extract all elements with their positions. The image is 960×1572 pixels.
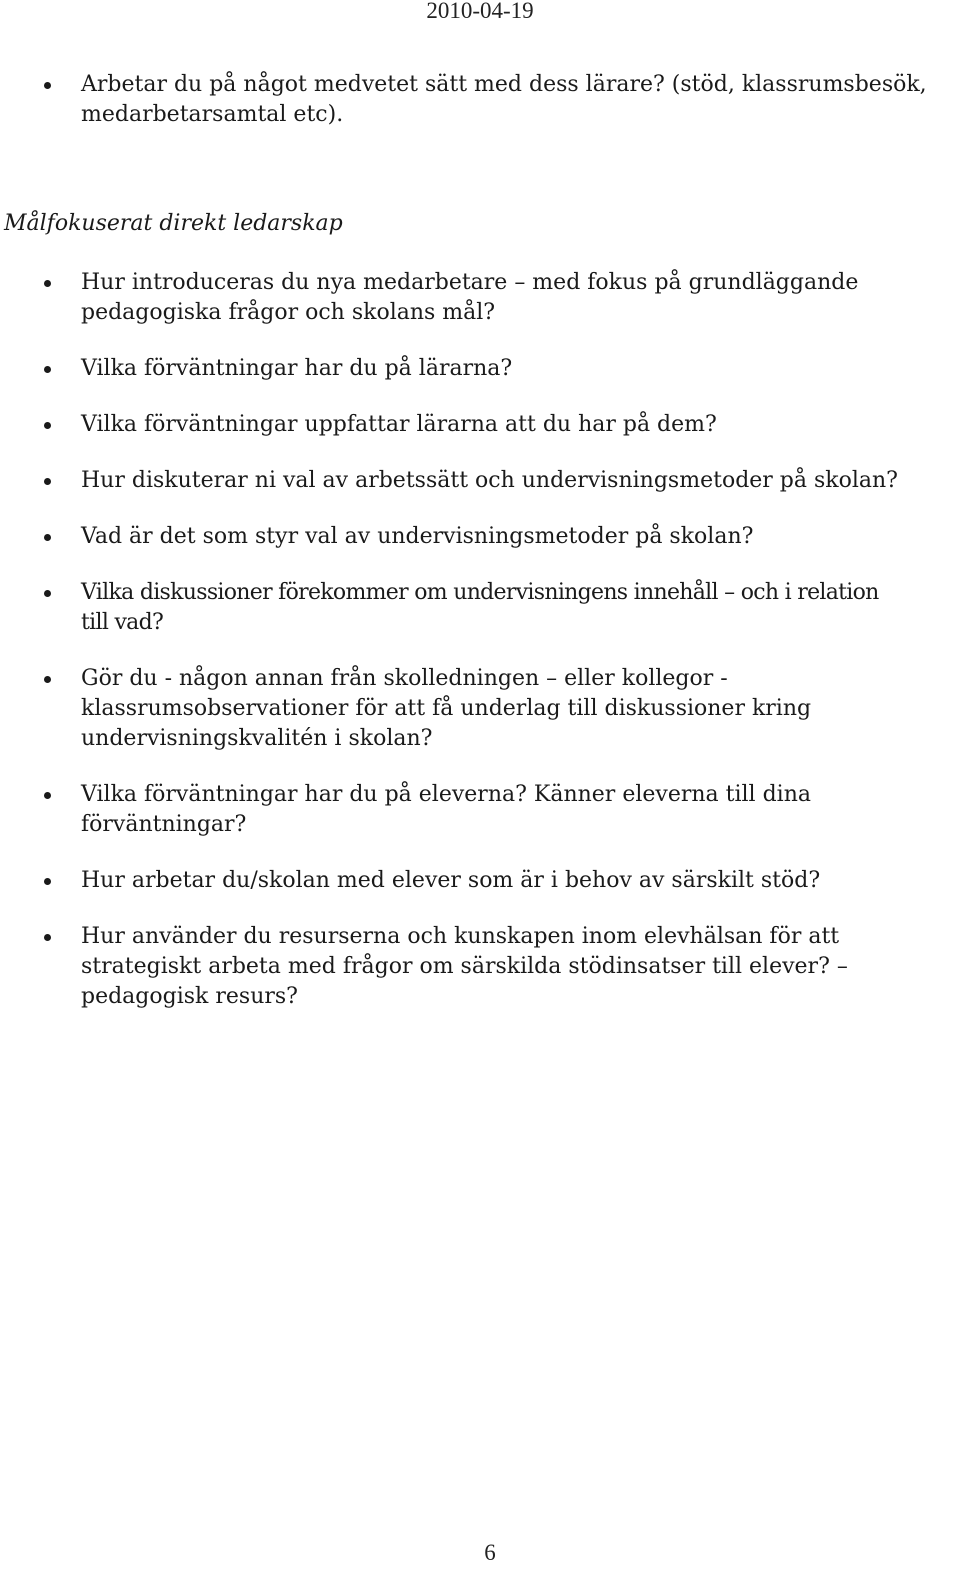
- list-item: [0, 410, 960, 440]
- question-list: [0, 268, 960, 1012]
- list-item: [0, 780, 960, 840]
- section-heading: Målfokuserat direkt ledarskap: [4, 211, 343, 236]
- list-item: [0, 268, 960, 328]
- list-item: [0, 922, 960, 1012]
- list-item: [0, 866, 960, 896]
- bullet-icon: [44, 590, 51, 597]
- question-text: Vilka förväntningar har du på eleverna? Känner eleverna till dina förväntningar?: [81, 782, 811, 837]
- question-text: Vilka förväntningar uppfattar lärarna att du har på dem?: [81, 412, 717, 437]
- bullet-icon: [44, 878, 51, 885]
- question-text: Vilka förväntningar har du på lärarna?: [81, 356, 513, 381]
- bullet-icon: [44, 422, 51, 429]
- header-date: 2010-04-19: [426, 0, 534, 23]
- question-text: Vilka diskussioner förekommer om undervisningens innehåll – och i relation till vad?: [81, 580, 879, 635]
- question-text: Vad är det som styr val av undervisningsmetoder på skolan?: [81, 524, 754, 549]
- list-item: [0, 578, 960, 638]
- intro-question-list: [0, 70, 960, 130]
- list-item: [0, 354, 960, 384]
- list-item: [0, 522, 960, 552]
- bullet-icon: [44, 676, 51, 683]
- bullet-icon: [44, 478, 51, 485]
- bullet-icon: [44, 366, 51, 373]
- question-text: Gör du - någon annan från skolledningen – eller kollegor - klassrumsobservationer för att få underlag till diskussioner kring undervisningskvalitén i skolan?: [81, 666, 812, 751]
- question-text: Arbetar du på något medvetet sätt med dess lärare? (stöd, klassrumsbesök, medarbetarsamtal etc).: [81, 72, 927, 127]
- list-item: [0, 70, 960, 130]
- bullet-icon: [44, 934, 51, 941]
- bullet-icon: [44, 280, 51, 287]
- list-item: [0, 466, 960, 496]
- bullet-icon: [44, 534, 51, 541]
- question-text: Hur introduceras du nya medarbetare – med fokus på grundläggande pedagogiska frågor och skolans mål?: [81, 270, 859, 325]
- question-text: Hur använder du resurserna och kunskapen inom elevhälsan för att strategiskt arbeta med frågor om särskilda stödinsatser till elever? – pedagogisk resurs?: [81, 924, 848, 1009]
- list-item: [0, 664, 960, 754]
- bullet-icon: [44, 82, 51, 89]
- question-text: Hur diskuterar ni val av arbetssätt och undervisningsmetoder på skolan?: [81, 468, 898, 493]
- bullet-icon: [44, 792, 51, 799]
- page-number: 6: [484, 1540, 496, 1565]
- question-text: Hur arbetar du/skolan med elever som är i behov av särskilt stöd?: [81, 868, 821, 893]
